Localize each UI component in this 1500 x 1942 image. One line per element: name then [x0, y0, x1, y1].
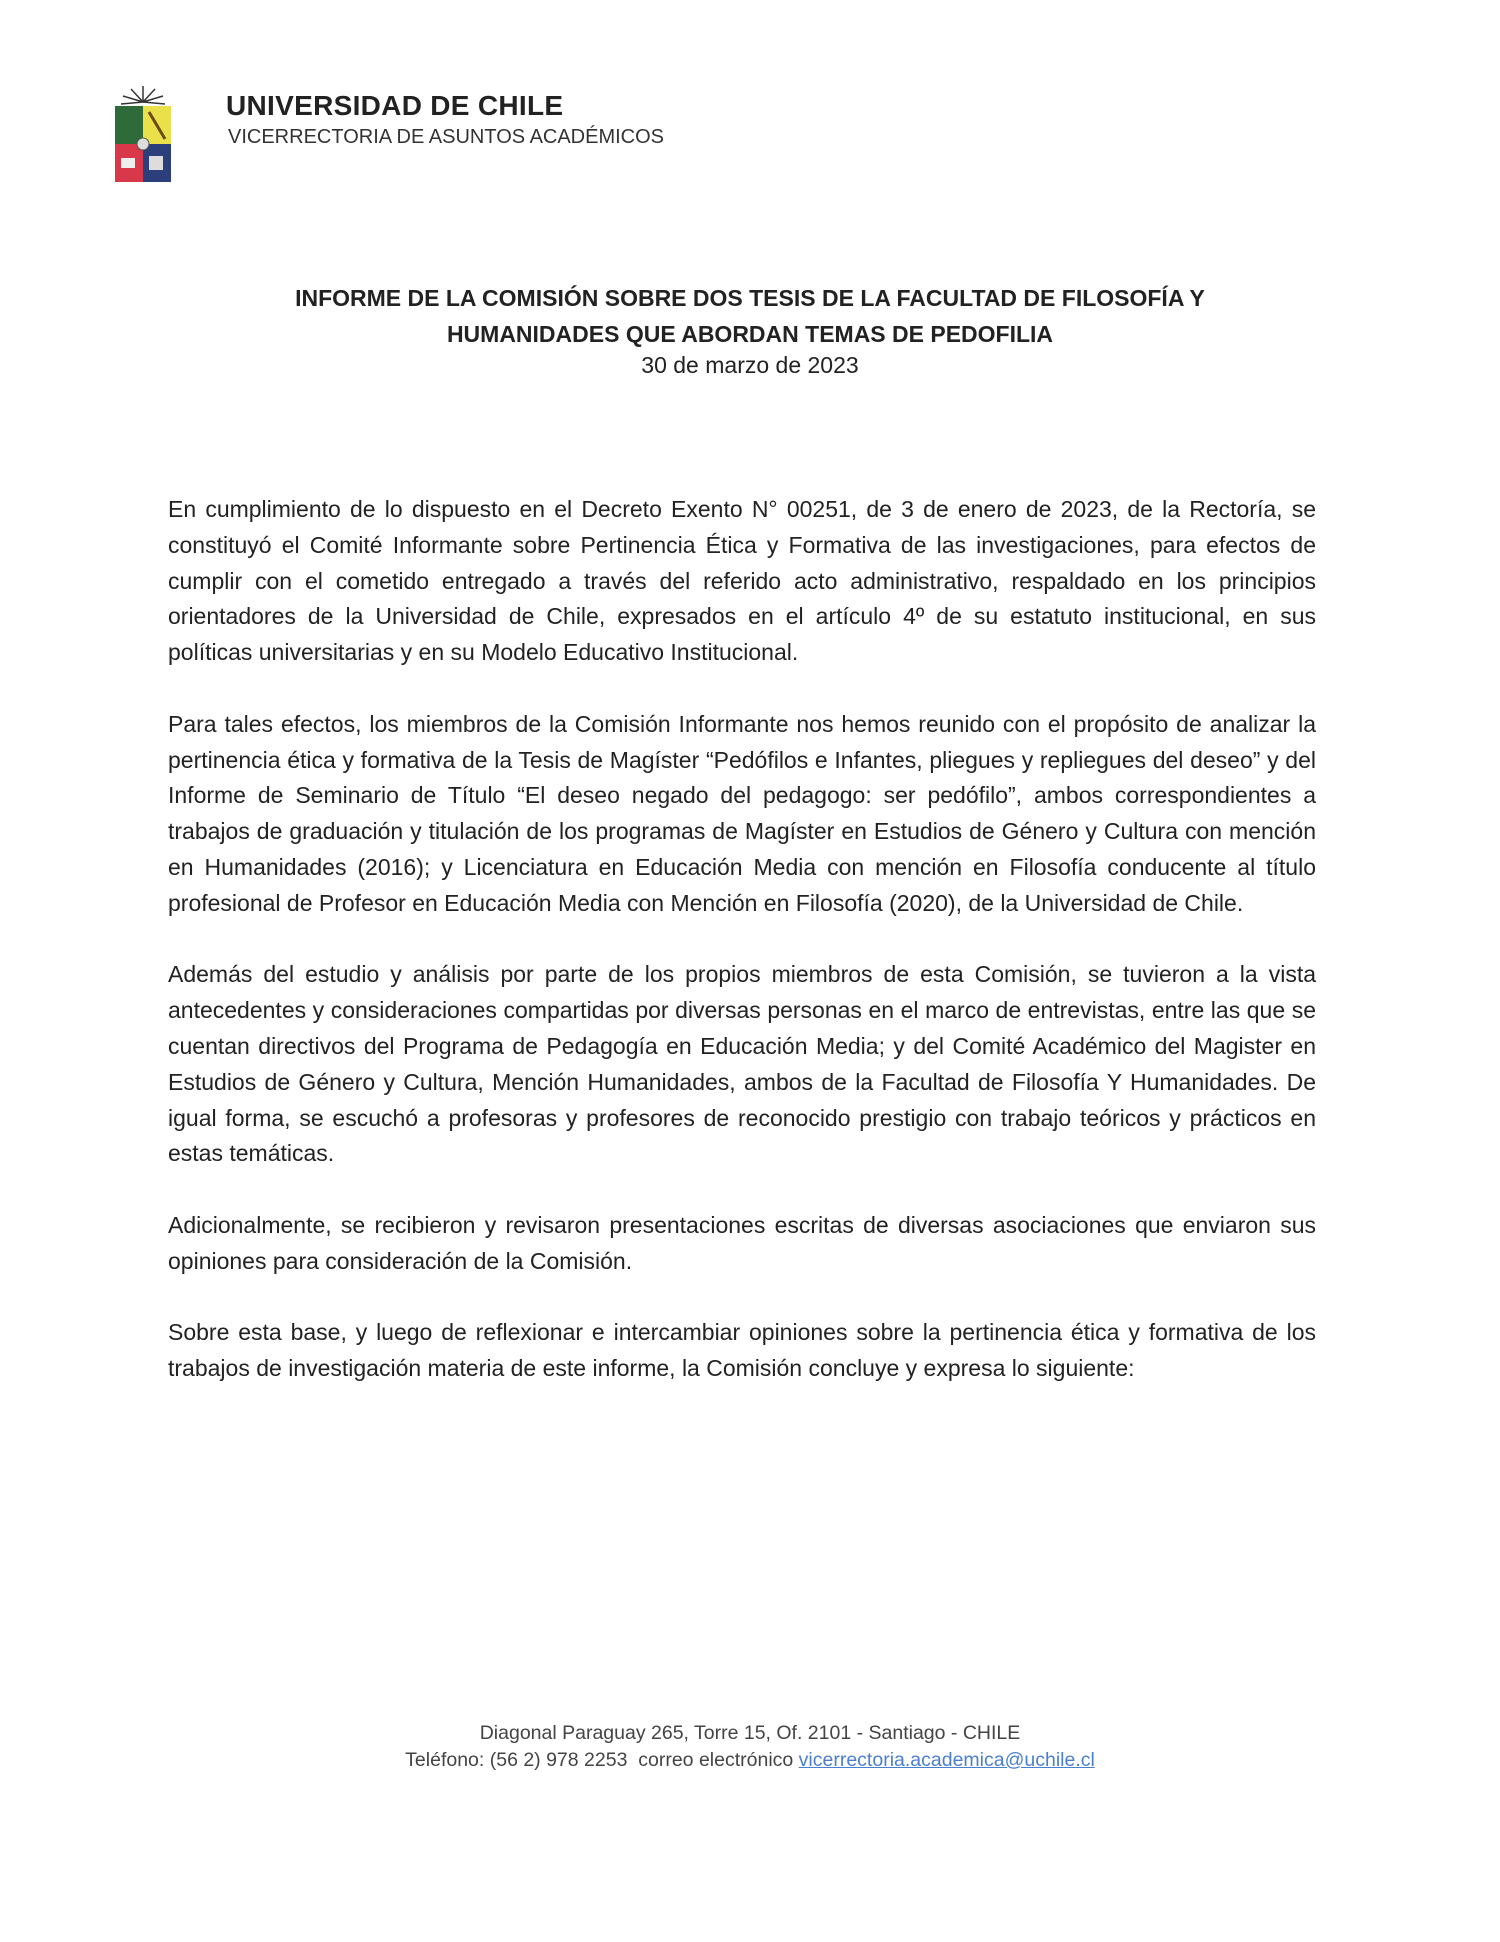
paragraph: Adicionalmente, se recibieron y revisaron presentaciones escritas de diversas asociaciones que enviaron sus opiniones para consideración de la Comisión. [168, 1211, 1316, 1274]
footer [0, 1720, 1500, 1774]
footer-phone: Teléfono: (56 2) 978 2253 correo electrónico [405, 1749, 799, 1771]
department-name: VICERRECTORIA DE ASUNTOS ACADÉMICOS [228, 126, 665, 148]
email-link[interactable]: vicerrectoria.academica@uchile.cl [798, 1749, 1095, 1771]
paragraph: Sobre esta base, y luego de reflexionar e intercambiar opiniones sobre la pertinencia ética y formativa de los trabajos de investigación materia de este informe, la Comisión concluye y expresa lo siguiente: [168, 1319, 1316, 1382]
document-title [0, 280, 1500, 352]
title-line-2: HUMANIDADES QUE ABORDAN TEMAS DE PEDOFILIA [446, 321, 1054, 347]
title-line-1: INFORME DE LA COMISIÓN SOBRE DOS TESIS DE LA FACULTAD DE FILOSOFÍA Y [295, 285, 1205, 311]
document-date: 30 de marzo de 2023 [641, 352, 859, 378]
document-body [168, 492, 1316, 1423]
paragraph: Además del estudio y análisis por parte de los propios miembros de esta Comisión, se tuvieron a la vista antecedentes y consideraciones compartidas por diversas personas en el marco de entrevistas, entre las que se cuentan directivos del Programa de Pedagogía en Educación Media; y del Comité Académico del Magister en Estudios de Género y Cultura, Mención Humanidades, ambos de la Facultad de Filosofía Y Humanidades. De igual forma, se escuchó a profesoras y profesores de reconocido prestigio con trabajo teóricos y prácticos en estas temáticas. [168, 961, 1316, 1167]
university-logo [113, 84, 173, 186]
footer-contact [0, 1747, 1500, 1774]
footer-address: Diagonal Paraguay 265, Torre 15, Of. 2101 - Santiago - CHILE [479, 1722, 1021, 1744]
paragraph: En cumplimiento de lo dispuesto en el Decreto Exento N° 00251, de 3 de enero de 2023, de la Rectoría, se constituyó el Comité Informante sobre Pertinencia Ética y Formativa de las investigaciones, para efectos de cumplir con el cometido entregado a través del referido acto administrativo, respaldado en los principios orientadores de la Universidad de Chile, expresados en el artículo 4º de su estatuto institucional, en sus políticas universitarias y en su Modelo Educativo Institucional. [168, 496, 1316, 666]
university-name: UNIVERSIDAD DE CHILE [226, 90, 564, 121]
sun-rays-icon [121, 86, 165, 104]
paragraph: Para tales efectos, los miembros de la Comisión Informante nos hemos reunido con el propósito de analizar la pertinencia ética y formativa de la Tesis de Magíster “Pedófilos e Infantes, pliegues y repliegues del deseo” y del Informe de Seminario de Título “El deseo negado del pedagogo: ser pedófilo”, ambos correspondientes a trabajos de graduación y titulación de los programas de Magíster en Estudios de Género y Cultura con mención en Humanidades (2016); y Licenciatura en Educación Media con mención en Filosofía conducente al título profesional de Profesor en Educación Media con Mención en Filosofía (2020), de la Universidad de Chile. [168, 710, 1316, 916]
